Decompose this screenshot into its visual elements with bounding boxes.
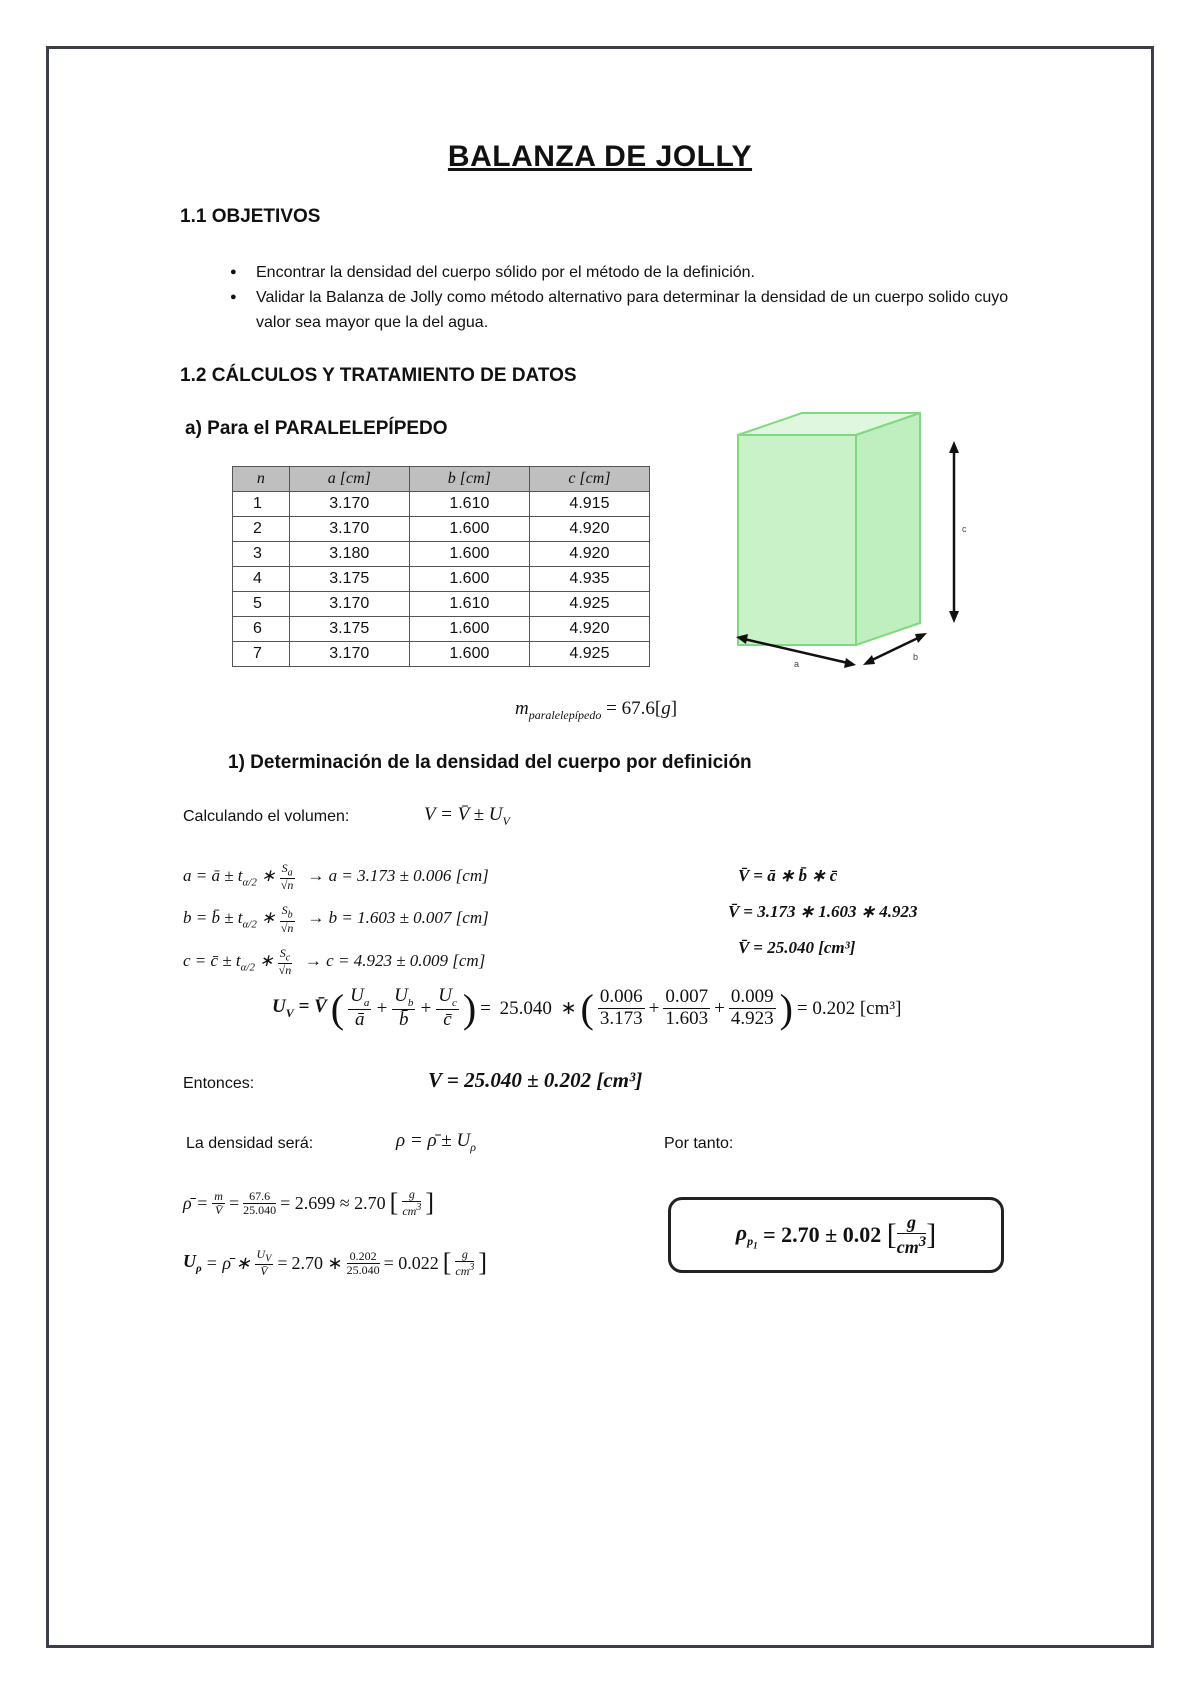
column-header: b [cm] xyxy=(409,467,529,492)
section-heading-objetivos: 1.1 OBJETIVOS xyxy=(180,206,321,227)
fraction: $\frac{S_c}{√n}$ xyxy=(278,945,292,977)
final-result-value: = 2.70 ± 0.02 xyxy=(763,1222,882,1247)
density-uncertainty-formula: $U_\rho$ = ρ̄ ∗ $\frac{U_V}{V̄}$ = 2.70 ∗ $\frac{0.202}{25.040}$ = 0.022 [ $\frac{g}{cm^3}$ ] xyxy=(183,1247,488,1279)
uv-den: 3.173 xyxy=(599,1008,643,1029)
table-cell: 1.610 xyxy=(409,592,529,617)
rho-bar-value: = 2.699 ≈ 2.70 xyxy=(280,1192,386,1213)
list-item: ● Encontrar la densidad del cuerpo sólido por el método de la definición. xyxy=(228,260,1018,285)
dimension-formula-a: a = ā ± $t_{\alpha/2}$ ∗ $\frac{S_a}{√n}$ → a = 3.173 ± 0.006 [cm] xyxy=(183,860,489,893)
table-cell: 3.170 xyxy=(289,592,409,617)
table-row xyxy=(233,592,650,617)
step1-heading: 1) Determinación de la densidad del cuerpo por definición xyxy=(228,752,752,773)
measurements-table xyxy=(232,466,650,667)
u-rho-factor: 2.70 ∗ xyxy=(291,1252,343,1273)
table-cell: 1.600 xyxy=(409,517,529,542)
arrow-right-icon xyxy=(915,633,927,643)
table-cell: 1.610 xyxy=(409,492,529,517)
uv-num: 0.006 xyxy=(599,986,643,1008)
table-cell: 1.600 xyxy=(409,567,529,592)
uv-den: 4.923 xyxy=(730,1008,774,1029)
arrow-left-icon xyxy=(863,655,875,665)
density-mean-formula: ρ̄ = $\frac{m}{V̄}$ = $\frac{67.6}{25.040}$ = 2.699 ≈ 2.70 [ $\frac{g}{cm^3}$ ] xyxy=(183,1187,434,1219)
density-intro: La densidad será: xyxy=(186,1135,314,1152)
rho-den: 25.040 xyxy=(243,1202,277,1217)
box-side-face xyxy=(856,413,920,645)
table-cell: 2 xyxy=(233,517,290,542)
fraction-subscript: b xyxy=(287,909,293,921)
column-header: c [cm] xyxy=(529,467,649,492)
dimension-result-b: b = 1.603 ± 0.007 [cm] xyxy=(328,908,489,928)
dimension-result-c: c = 4.923 ± 0.009 [cm] xyxy=(326,950,486,970)
dimension-c-label: c xyxy=(962,524,967,534)
table-cell: 5 xyxy=(233,592,290,617)
uv-den: 1.603 xyxy=(665,1008,709,1029)
rho-num: 67.6 xyxy=(243,1190,276,1204)
table-cell: 3.170 xyxy=(289,517,409,542)
u-rho-value: = 0.022 xyxy=(383,1252,439,1273)
formula-lhs: c = c̄ ± t xyxy=(183,950,241,970)
arrow-right-icon xyxy=(844,658,856,668)
table-cell: 1.600 xyxy=(409,542,529,567)
formula-lhs: b = b̄ ± t xyxy=(183,908,243,928)
table-cell: 3.175 xyxy=(289,567,409,592)
subsection-heading-paralelepipedo: a) Para el PARALELEPÍPEDO xyxy=(185,418,448,439)
table-row xyxy=(233,642,650,667)
u-rho-den: 25.040 xyxy=(346,1262,380,1277)
density-expression-text: ρ = ρ̄ ± U xyxy=(396,1130,471,1151)
arrow-up-icon xyxy=(949,441,959,453)
column-header: a [cm] xyxy=(289,467,409,492)
table-header-row xyxy=(233,467,650,492)
table-cell: 4.920 xyxy=(529,542,649,567)
table-cell: 4.935 xyxy=(529,567,649,592)
table-cell: 4.925 xyxy=(529,642,649,667)
table-cell: 4.915 xyxy=(529,492,649,517)
table-cell: 1.600 xyxy=(409,642,529,667)
fraction: $\frac{S_a}{√n}$ xyxy=(280,860,294,893)
mass-subscript: paralelepípedo xyxy=(528,707,602,722)
table-cell: 1.600 xyxy=(409,617,529,642)
table-cell: 4.920 xyxy=(529,517,649,542)
table-cell: 3.170 xyxy=(289,642,409,667)
volume-final: V = 25.040 ± 0.202 [cm³] xyxy=(428,1068,643,1092)
por-tanto-label: Por tanto: xyxy=(664,1135,734,1152)
dimension-formula-b: b = b̄ ± $t_{\alpha/2}$ ∗ $\frac{S_b}{√n}$ → b = 1.603 ± 0.007 [cm] xyxy=(183,903,489,935)
uncertainty-volume-formula: $U_V$ = V̄ ( $\frac{U_a}{ā}$ + $\frac{U_b}{b̄}$ + $\frac{U_c}{c̄}$ ) = 25.040 ∗ ( $\frac{0.006}{3.173}$ + $\frac{0.007}{1.603}$ + $\frac{0.009}{4.923}$ ) = 0.202 [cm³] xyxy=(272,985,902,1031)
table-cell: 4.925 xyxy=(529,592,649,617)
dimension-formula-c: c = c̄ ± $t_{\alpha/2}$ ∗ $\frac{S_c}{√n}$ → c = 4.923 ± 0.009 [cm] xyxy=(183,945,486,977)
table-row xyxy=(233,567,650,592)
vbar-line: V̄ = 3.173 ∗ 1.603 ∗ 4.923 xyxy=(728,902,918,921)
column-header: n xyxy=(233,467,290,492)
final-result-box: $\rho_{p_1}$ = 2.70 ± 0.02 [ $\frac{g}{cm^3}$ ] xyxy=(668,1197,1004,1273)
uv-result: = 0.202 [cm³] xyxy=(796,997,902,1019)
mass-unit: g xyxy=(661,698,671,719)
list-item: ● Validar la Balanza de Jolly como método alternativo para determinar la densidad de un cuerpo solido cuyo valor sea mayor que la del agua. xyxy=(228,285,1018,335)
fraction-subscript: c xyxy=(285,951,291,963)
table-cell: 6 xyxy=(233,617,290,642)
table-cell: 1 xyxy=(233,492,290,517)
table-row xyxy=(233,492,650,517)
table-cell: 3.170 xyxy=(289,492,409,517)
mass-equation: $m_{paralelepípedo} = 67.6[g]$ xyxy=(515,698,678,722)
uv-vbar: 25.040 xyxy=(499,997,552,1019)
table-cell: 7 xyxy=(233,642,290,667)
table-row xyxy=(233,617,650,642)
table-cell: 3 xyxy=(233,542,290,567)
objectives-list xyxy=(228,260,1018,335)
entonces-label: Entonces: xyxy=(183,1075,255,1092)
dimension-formulas xyxy=(183,858,489,985)
dimension-result-a: a = 3.173 ± 0.006 [cm] xyxy=(328,866,489,885)
volume-intro: Calculando el volumen: xyxy=(183,808,350,825)
mass-value: 67.6 xyxy=(621,698,655,719)
table-row xyxy=(233,542,650,567)
formula-lhs: a = ā ± t xyxy=(183,866,243,885)
volume-expression xyxy=(424,804,510,829)
table-cell: 4.920 xyxy=(529,617,649,642)
table-cell: 3.180 xyxy=(289,542,409,567)
u-rho-num: 0.202 xyxy=(347,1250,380,1264)
uv-num: 0.007 xyxy=(665,986,709,1008)
vbar-line: V̄ = 25.040 [cm³] xyxy=(738,938,856,957)
document-title: BALANZA DE JOLLY xyxy=(447,140,753,173)
section-heading-calculos: 1.2 CÁLCULOS Y TRATAMIENTO DE DATOS xyxy=(180,365,577,386)
dimension-a-label: a xyxy=(794,659,800,669)
arrow-down-icon xyxy=(949,611,959,623)
fraction: $\frac{S_b}{√n}$ xyxy=(280,903,294,935)
volume-expression-text: V = V̄ ± U xyxy=(424,804,503,825)
dimension-b-label: b xyxy=(913,652,919,662)
paralelepipedo-figure xyxy=(720,405,990,675)
density-expression: ρ = ρ̄ ± $U_\rho$ xyxy=(396,1130,476,1154)
table-cell: 4 xyxy=(233,567,290,592)
vbar-line: V̄ = ā ∗ b̄ ∗ c̄ xyxy=(738,866,838,885)
uv-num: 0.009 xyxy=(730,986,774,1008)
volume-expression-sub: V xyxy=(502,813,510,828)
volume-mean-formulas xyxy=(728,858,917,966)
table-row xyxy=(233,517,650,542)
table-cell: 3.175 xyxy=(289,617,409,642)
mass-symbol: m xyxy=(515,698,529,719)
fraction-subscript: a xyxy=(287,867,293,879)
box-front-face xyxy=(738,435,856,645)
